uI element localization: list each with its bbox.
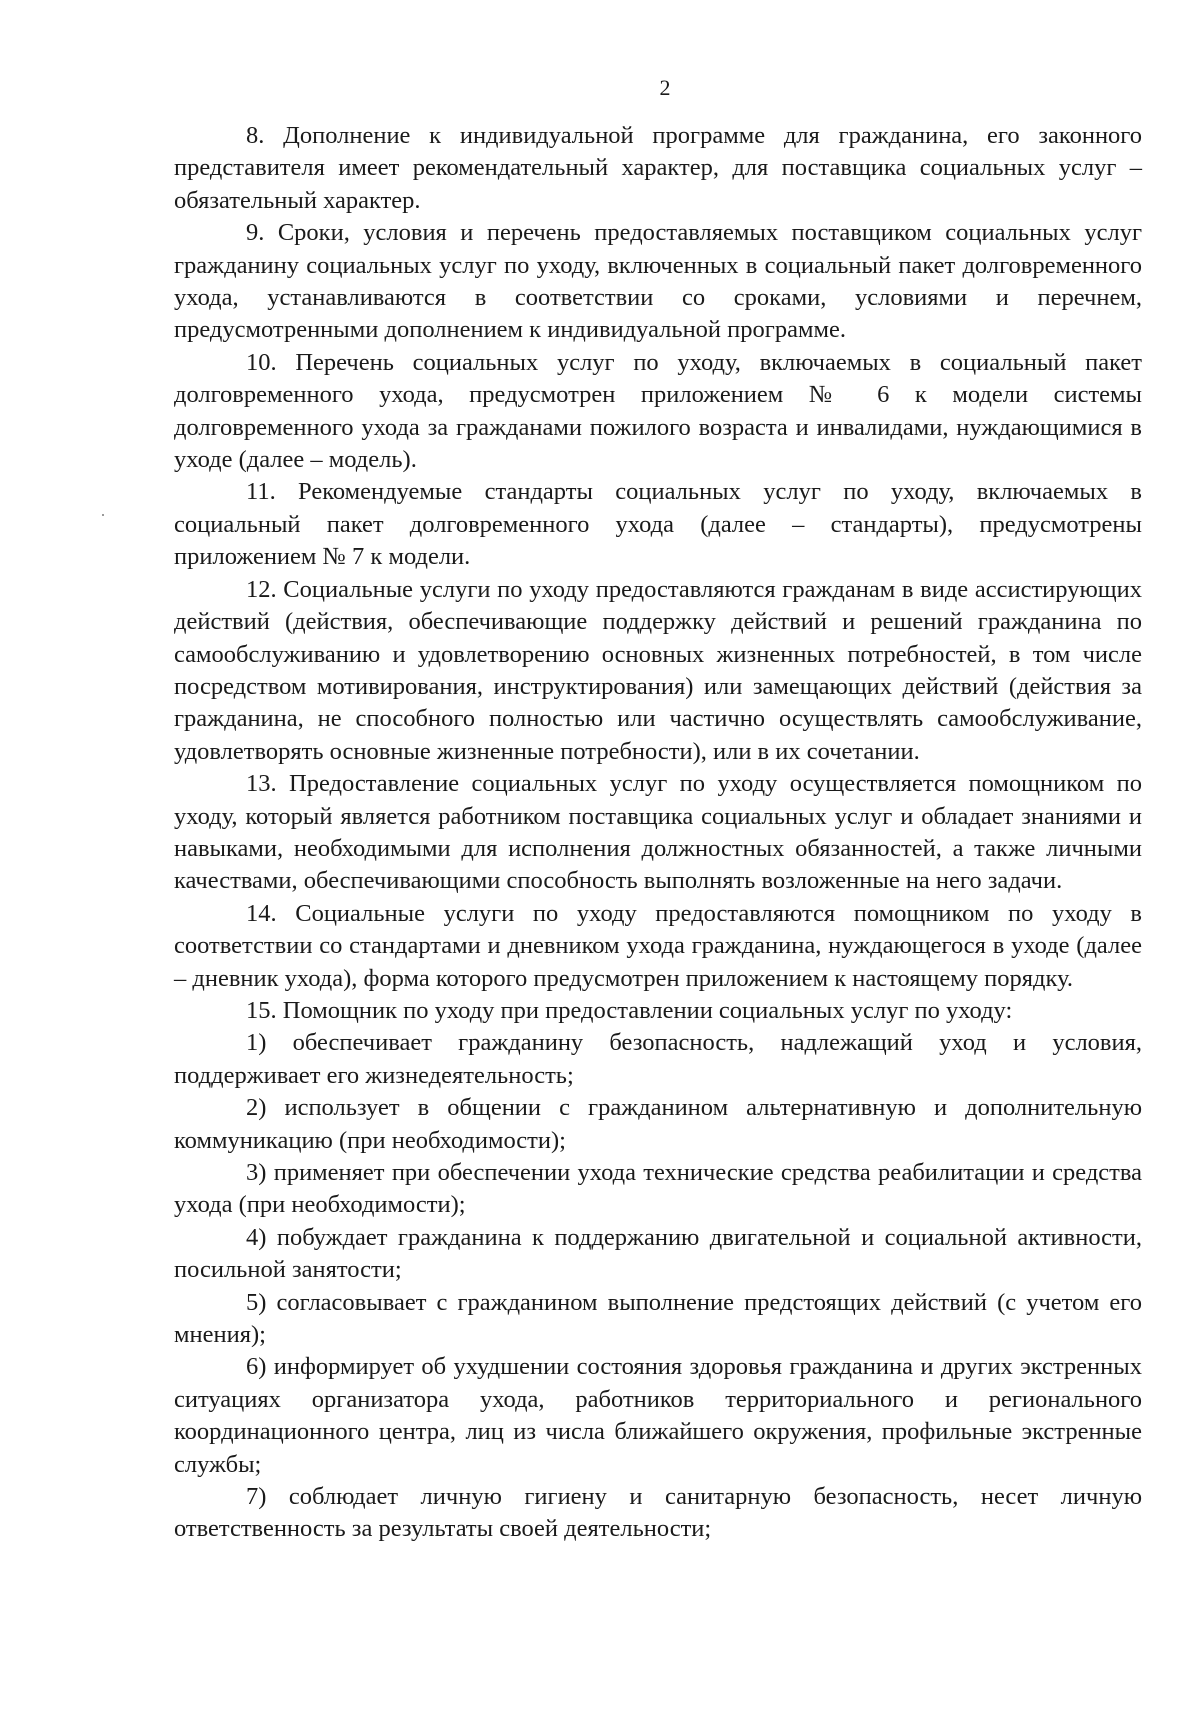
- paragraph-9: 9. Сроки, условия и перечень предоставляемых поставщиком социальных услуг гражданину социальных услуг по уходу, включенных в социальный пакет долговременного ухода, устанавливаются в соответствии со сроками, условиями и перечнем, предусмотренными дополнением к индивидуальной программе.: [174, 219, 1142, 344]
- paragraph-8: 8. Дополнение к индивидуальной программе для гражданина, его законного представителя имеет рекомендательный характер, для поставщика социальных услуг – обязательный характер.: [174, 122, 1142, 214]
- list-item-5: 5) согласовывает с гражданином выполнение предстоящих действий (с учетом его мнения);: [174, 1288, 1142, 1349]
- list-item-1: 1) обеспечивает гражданину безопасность, надлежащий уход и условия, поддерживает его жизнедеятельность;: [174, 1029, 1142, 1089]
- paragraph-15: 15. Помощник по уходу при предоставлении социальных услуг по уходу:: [246, 996, 1013, 1024]
- page-number: 2: [659, 75, 671, 100]
- paragraph-11: 11. Рекомендуемые стандарты социальных услуг по уходу, включаемых в социальный пакет долговременного ухода (далее – стандарты), предусмотрены приложением № 7 к модели.: [174, 478, 1142, 571]
- paragraph-12: 12. Социальные услуги по уходу предоставляются гражданам в виде ассистирующих действий (действия, обеспечивающие поддержку действий и решений гражданина по самообслуживанию и удовлетворению основных жизненных потребностей, в том числе посредством мотивирования, инструктирования) или замещающих действий (действия за гражданина, не способного полностью или частично осуществлять самообслуживание, удовлетворять основные жизненные потребности), или в их сочетании.: [174, 575, 1142, 765]
- list-item-2: 2) использует в общении с гражданином альтернативную и дополнительную коммуникацию (при необходимости);: [174, 1094, 1142, 1154]
- scan-speck: [102, 514, 104, 516]
- paragraph-13: 13. Предоставление социальных услуг по уходу осуществляется помощником по уходу, который является работником поставщика социальных услуг и обладает знаниями и навыками, необходимыми для исполнения должностных обязанностей, а также личными качествами, обеспечивающими способность выполнять возложенные на него задачи.: [174, 770, 1142, 895]
- list-item-3: 3) применяет при обеспечении ухода технические средства реабилитации и средства ухода (при необходимости);: [174, 1159, 1142, 1219]
- list-item-7: 7) соблюдает личную гигиену и санитарную безопасность, несет личную ответственность за результаты своей деятельности;: [174, 1483, 1142, 1543]
- paragraph-10: 10. Перечень социальных услуг по уходу, включаемых в социальный пакет долговременного ухода, предусмотрен приложением № 6 к модели системы долговременного ухода за гражданами пожилого возраста и инвалидами, нуждающимися в уходе (далее – модель).: [174, 348, 1142, 474]
- paragraph-14: 14. Социальные услуги по уходу предоставляются помощником по уходу в соответствии со стандартами и дневником ухода гражданина, нуждающегося в уходе (далее – дневник ухода), форма которого предусмотрен приложением к настоящему порядку.: [174, 899, 1142, 992]
- list-item-4: 4) побуждает гражданина к поддержанию двигательной и социальной активности, посильной занятости;: [174, 1223, 1142, 1284]
- list-item-6: 6) информирует об ухудшении состояния здоровья гражданина и других экстренных ситуациях организатора ухода, работников территориального и регионального координационного центра, лиц из числа ближайшего окружения, профильные экстренные службы;: [174, 1353, 1142, 1478]
